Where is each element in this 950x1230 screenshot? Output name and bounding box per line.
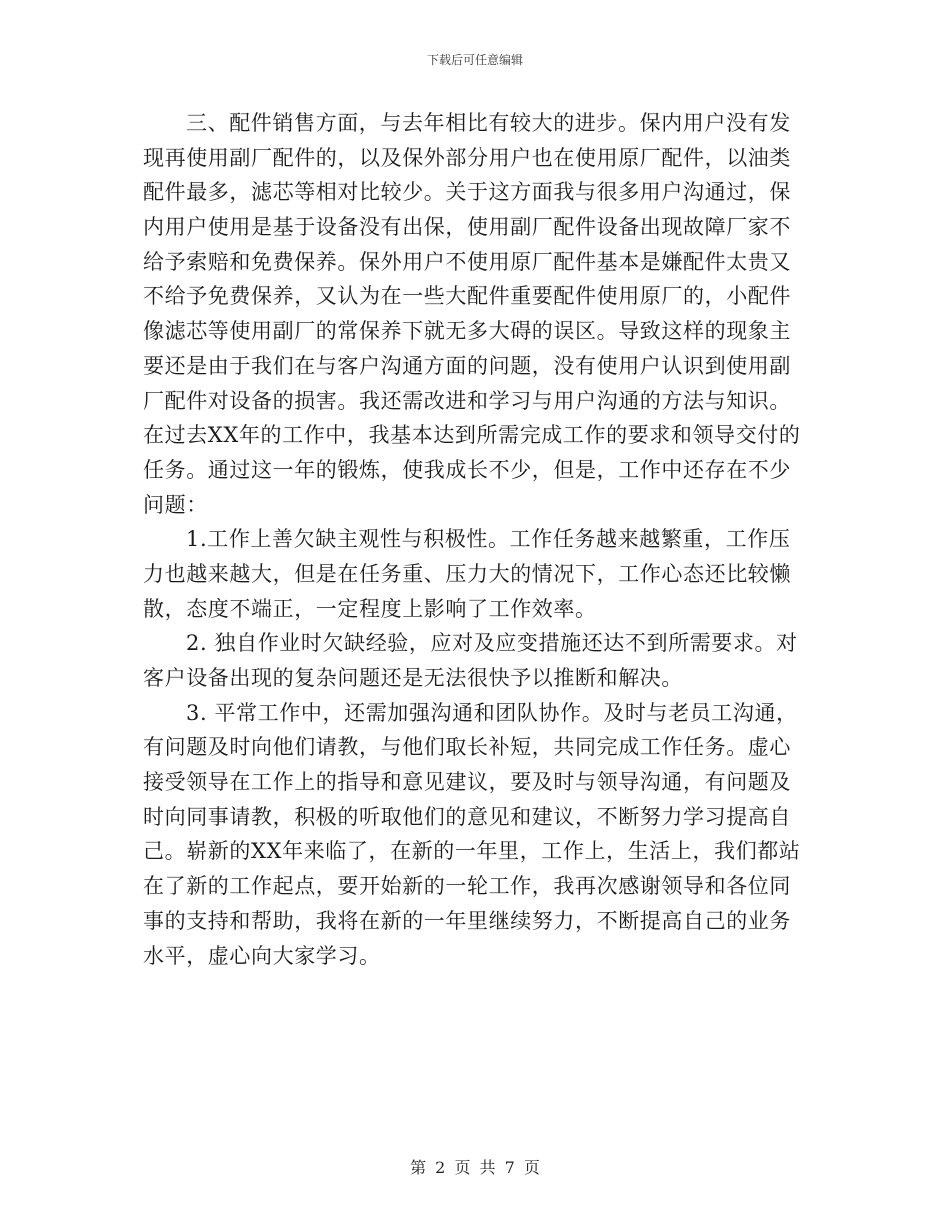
text-line: 力也越来越大，但是在任务重、压力大的情况下，工作心态还比较懒 xyxy=(143,561,791,586)
text-line: 3. 平常工作中，还需加强沟通和团队协作。及时与老员工沟通， xyxy=(186,700,798,725)
text-line: 散，态度不端正，一定程度上影响了工作效率。 xyxy=(143,596,597,621)
text-line: 像滤芯等使用副厂的常保养下就无多大碍的误区。导致这样的现象主 xyxy=(143,319,791,344)
text-line: 现再使用副厂配件的，以及保外部分用户也在使用原厂配件，以油类 xyxy=(143,145,791,170)
text-line: 在了新的工作起点，要开始新的一轮工作，我再次感谢领导和各位同 xyxy=(143,874,791,899)
text-line: 厂配件对设备的损害。我还需改进和学习与用户沟通的方法与知识。 xyxy=(143,388,791,413)
text-line: 2. 独自作业时欠缺经验，应对及应变措施还达不到所需要求。对 xyxy=(186,631,798,656)
text-line: 接受领导在工作上的指导和意见建议，要及时与领导沟通，有问题及 xyxy=(143,770,791,795)
text-line: 配件最多，滤芯等相对比较少。关于这方面我与很多用户沟通过，保 xyxy=(143,180,791,205)
text-line: 客户设备出现的复杂问题还是无法很快予以推断和解决。 xyxy=(143,666,683,690)
page-header-note: 下载后可任意编辑 xyxy=(426,53,523,67)
page-number-footer: 第 2 页 共 7 页 xyxy=(410,1158,540,1177)
text-line: 要还是由于我们在与客户沟通方面的问题，没有使用户认识到使用副 xyxy=(143,353,791,378)
text-line: 己。崭新的XX年来临了，在新的一年里，工作上，生活上，我们都站 xyxy=(143,839,801,864)
text-line: 1.工作上善欠缺主观性与积极性。工作任务越来越繁重，工作压 xyxy=(186,527,791,552)
text-line: 三、配件销售方面，与去年相比有较大的进步。保内用户没有发 xyxy=(186,111,791,135)
text-line: 不给予免费保养，又认为在一些大配件重要配件使用原厂的，小配件 xyxy=(143,284,791,309)
text-line: 给予索赔和免费保养。保外用户不使用原厂配件基本是嫌配件太贵又 xyxy=(143,249,791,274)
text-line: 时向同事请教，积极的听取他们的意见和建议，不断努力学习提高自 xyxy=(143,804,791,829)
text-line: 水平，虚心向大家学习。 xyxy=(143,943,381,968)
text-line: 在过去XX年的工作中，我基本达到所需完成工作的要求和领导交付的 xyxy=(143,423,801,448)
text-line: 事的支持和帮助，我将在新的一年里继续努力，不断提高自己的业务 xyxy=(143,908,791,933)
text-line: 问题： xyxy=(143,492,208,517)
text-line: 任务。通过这一年的锻炼，使我成长不少，但是，工作中还存在不少 xyxy=(143,457,791,482)
text-line: 内用户使用是基于设备没有出保，使用副厂配件设备出现故障厂家不 xyxy=(143,215,791,240)
text-line: 有问题及时向他们请教，与他们取长补短，共同完成工作任务。虚心 xyxy=(143,735,791,760)
document-body xyxy=(143,106,823,973)
